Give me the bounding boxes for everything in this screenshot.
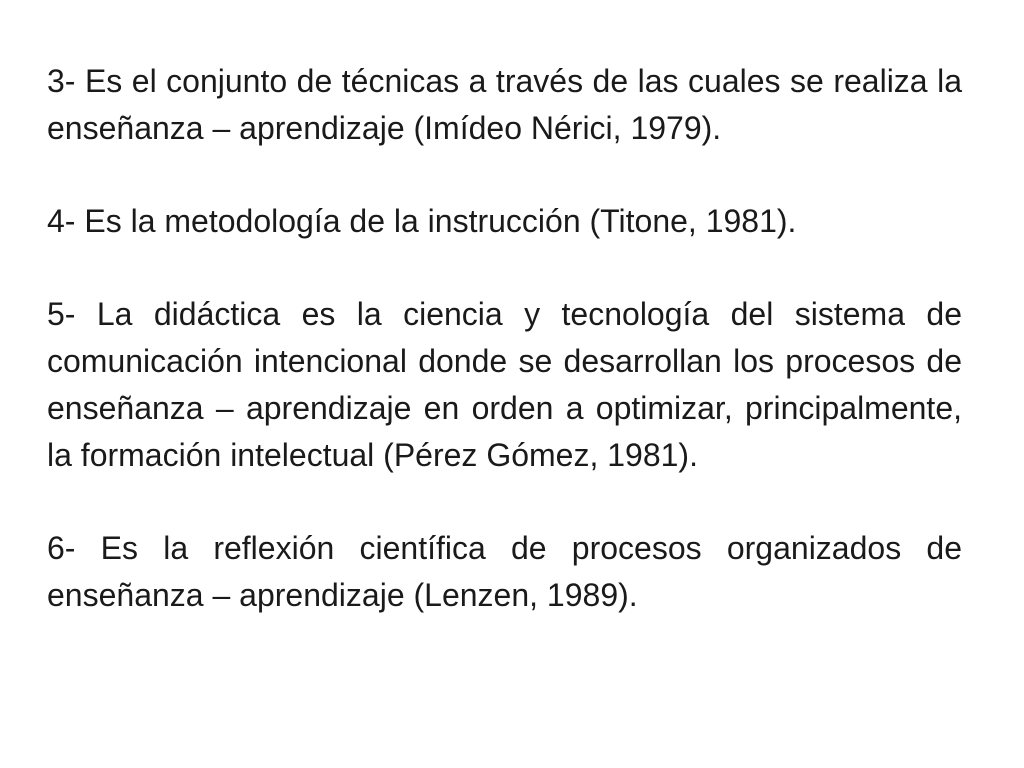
definition-6: 6- Es la reflexión científica de procesos organizados de enseñanza – aprendizaje (Lenzen, 1989).: [47, 530, 962, 613]
definition-3: 3- Es el conjunto de técnicas a través de las cuales se realiza la enseñanza – aprendizaje (Imídeo Nérici, 1979).: [47, 63, 962, 146]
definition-4: 4- Es la metodología de la instrucción (Titone, 1981).: [47, 203, 797, 239]
definition-5: 5- La didáctica es la ciencia y tecnología del sistema de comunicación intencional donde se desarrollan los procesos de enseñanza – aprendizaje en orden a optimizar, principalmente, la formación intelectual (Pérez Gómez, 1981).: [47, 296, 962, 473]
